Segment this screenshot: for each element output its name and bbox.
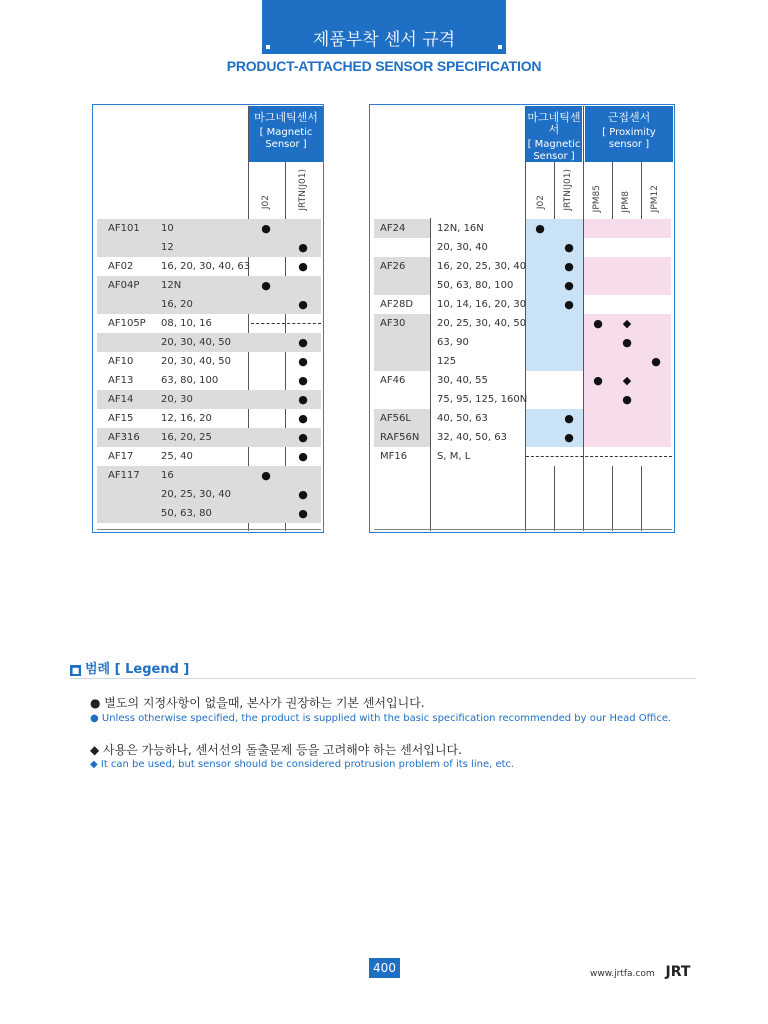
model-cell: AF02: [108, 261, 134, 272]
magnetic-header-ko: 마그네틱센서: [254, 111, 318, 124]
page-number: 400: [369, 958, 400, 978]
model-cell: AF14: [108, 394, 134, 405]
mark-jrtn: ●: [298, 488, 308, 501]
size-cell: 20, 30, 40, 50: [161, 337, 231, 348]
proximity-fill: [584, 409, 671, 428]
col-label-j02: J02: [536, 195, 546, 210]
mark-jrtn: ●: [298, 450, 308, 463]
model-cell: AF04P: [108, 280, 140, 291]
proximity-fill: [584, 257, 671, 276]
mark-jrtn: ●: [298, 374, 308, 387]
magnetic-header-en: [ Magnetic Sensor ]: [527, 139, 581, 162]
website-url: www.jrtfa.com: [590, 969, 655, 979]
title-dot-right: [498, 45, 502, 49]
mark-jpm12: ●: [651, 355, 661, 368]
size-cell: 75, 95, 125, 160N: [437, 394, 528, 405]
model-cell: RAF56N: [380, 432, 420, 443]
model-cell: MF16: [380, 451, 408, 462]
proximity-header-ko: 근접센서: [607, 111, 651, 124]
size-cell: 50, 63, 80: [161, 508, 212, 519]
size-cell: 63, 80, 100: [161, 375, 219, 386]
size-cell: 25, 40: [161, 451, 193, 462]
mark-jrtn: ●: [564, 431, 574, 444]
right-sensor-table: [369, 104, 675, 533]
magnetic-header-ko: 마그네틱센서: [527, 111, 581, 136]
col-label-j02: J02: [261, 195, 271, 210]
model-cell: AF117: [108, 470, 140, 481]
size-cell: 16, 20: [161, 299, 193, 310]
legend-title: 범례 [ Legend ]: [85, 662, 190, 677]
mark-j02: ●: [261, 279, 271, 292]
proximity-header-en: [ Proximity sensor ]: [602, 127, 656, 150]
logo-text: JRT: [665, 964, 691, 979]
model-cell: AF101: [108, 223, 140, 234]
model-cell: AF26: [380, 261, 406, 272]
divider: [430, 218, 431, 531]
table-bottom-rule: [374, 529, 672, 530]
mark-jpm8: ●: [622, 336, 632, 349]
size-cell: 40, 50, 63: [437, 413, 488, 424]
row-shade: [97, 295, 321, 314]
legend-item-1-ko: ● 별도의 지정사항이 없을때, 본사가 권장하는 기본 센서입니다.: [90, 696, 425, 710]
model-cell: AF56L: [380, 413, 411, 424]
model-cell: AF15: [108, 413, 134, 424]
mark-jrtn: ●: [298, 298, 308, 311]
size-cell: 16: [161, 470, 174, 481]
size-cell: 20, 25, 30, 40, 50: [437, 318, 527, 329]
model-cell: AF13: [108, 375, 134, 386]
mark-jrtn: ●: [298, 336, 308, 349]
mark-jrtn: ●: [298, 260, 308, 273]
left-sensor-table: [92, 104, 324, 533]
row-shade: [97, 238, 321, 257]
mark-jpm8: ◆: [622, 374, 632, 387]
left-magnetic-header: [249, 106, 323, 162]
size-cell: 32, 40, 50, 63: [437, 432, 507, 443]
col-label-jpm8: JPM8: [621, 191, 631, 213]
empty-fill: [526, 390, 583, 409]
proximity-fill: [584, 428, 671, 447]
mark-j02: ●: [261, 222, 271, 235]
proximity-fill: [584, 219, 671, 238]
legend-rule: [70, 678, 696, 679]
mark-jrtn: ●: [564, 260, 574, 273]
mark-jpm85: ●: [593, 374, 603, 387]
size-cell: 08, 10, 16: [161, 318, 212, 329]
model-cell: AF30: [380, 318, 406, 329]
size-cell: 20, 30, 40, 50: [161, 356, 231, 367]
empty-fill: [584, 295, 671, 314]
size-cell: S, M, L: [437, 451, 471, 462]
mark-j02: ●: [535, 222, 545, 235]
mark-jpm8: ●: [622, 393, 632, 406]
legend-heading: [70, 658, 189, 677]
page-subtitle: PRODUCT-ATTACHED SENSOR SPECIFICATION: [226, 58, 542, 74]
mark-jrtn: ●: [564, 298, 574, 311]
size-cell: 12, 16, 20: [161, 413, 212, 424]
mark-jrtn: ●: [298, 355, 308, 368]
model-cell: AF24: [380, 223, 406, 234]
legend-item-2-en: ◆ It can be used, but sensor should be considered protrusion problem of its line, etc.: [90, 759, 515, 770]
size-cell: 10: [161, 223, 174, 234]
size-cell: 125: [437, 356, 457, 367]
empty-fill: [584, 238, 671, 257]
size-cell: 12: [161, 242, 174, 253]
mark-jrtn: ●: [298, 393, 308, 406]
size-cell: 16, 20, 30, 40, 63: [161, 261, 251, 272]
mark-jrtn: ●: [564, 412, 574, 425]
magnetic-header-en: [ Magnetic Sensor ]: [259, 127, 313, 150]
mark-jrtn: ●: [298, 431, 308, 444]
mark-jrtn: ●: [298, 507, 308, 520]
size-cell: 12N: [161, 280, 182, 291]
magnetic-fill: [526, 314, 583, 333]
size-cell: 10, 14, 16, 20, 30: [437, 299, 527, 310]
size-cell: 20, 30, 40: [437, 242, 488, 253]
row-shade: [374, 333, 430, 352]
page-title: 제품부착 센서 규격: [312, 30, 456, 50]
mark-jpm8: ◆: [622, 317, 632, 330]
model-cell: AF316: [108, 432, 140, 443]
model-cell: AF105P: [108, 318, 146, 329]
table-bottom-rule: [97, 529, 321, 530]
legend-item-2-ko: ◆ 사용은 가능하나, 센서선의 돌출문제 등을 고려해야 하는 센서입니다.: [90, 743, 462, 757]
size-cell: 50, 63, 80, 100: [437, 280, 514, 291]
proximity-fill: [584, 276, 671, 295]
mark-jrtn: ●: [298, 241, 308, 254]
col-label-jrtn: JRTN(J01): [563, 169, 573, 211]
row-shade: [374, 352, 430, 371]
empty-fill: [526, 371, 583, 390]
col-label-jpm85: JPM85: [592, 185, 602, 213]
dashed-separator: [251, 323, 321, 324]
magnetic-fill: [526, 333, 583, 352]
magnetic-fill: [526, 352, 583, 371]
size-cell: 16, 20, 25: [161, 432, 212, 443]
dashed-separator: [526, 456, 672, 457]
mark-jpm85: ●: [593, 317, 603, 330]
size-cell: 20, 25, 30, 40: [161, 489, 231, 500]
model-cell: AF10: [108, 356, 134, 367]
row-shade: [374, 276, 430, 295]
right-proximity-header: [585, 106, 673, 162]
mark-jrtn: ●: [564, 241, 574, 254]
jrt-logo-icon: [661, 962, 695, 979]
model-cell: AF46: [380, 375, 406, 386]
mark-j02: ●: [261, 469, 271, 482]
model-cell: AF17: [108, 451, 134, 462]
size-cell: 12N, 16N: [437, 223, 484, 234]
page-title-banner: [262, 0, 506, 54]
size-cell: 30, 40, 55: [437, 375, 488, 386]
right-magnetic-header: [526, 106, 582, 162]
size-cell: 16, 20, 25, 30, 40: [437, 261, 527, 272]
col-label-jrtn: JRTN(J01): [298, 169, 308, 211]
legend-item-1-en: ● Unless otherwise specified, the product is supplied with the basic specification recommended by our Head Office.: [90, 713, 672, 724]
mark-jrtn: ●: [298, 412, 308, 425]
model-cell: AF28D: [380, 299, 414, 310]
col-label-jpm12: JPM12: [650, 185, 660, 213]
legend-square-icon: ■: [71, 666, 80, 675]
size-cell: 20, 30: [161, 394, 193, 405]
size-cell: 63, 90: [437, 337, 469, 348]
mark-jrtn: ●: [564, 279, 574, 292]
